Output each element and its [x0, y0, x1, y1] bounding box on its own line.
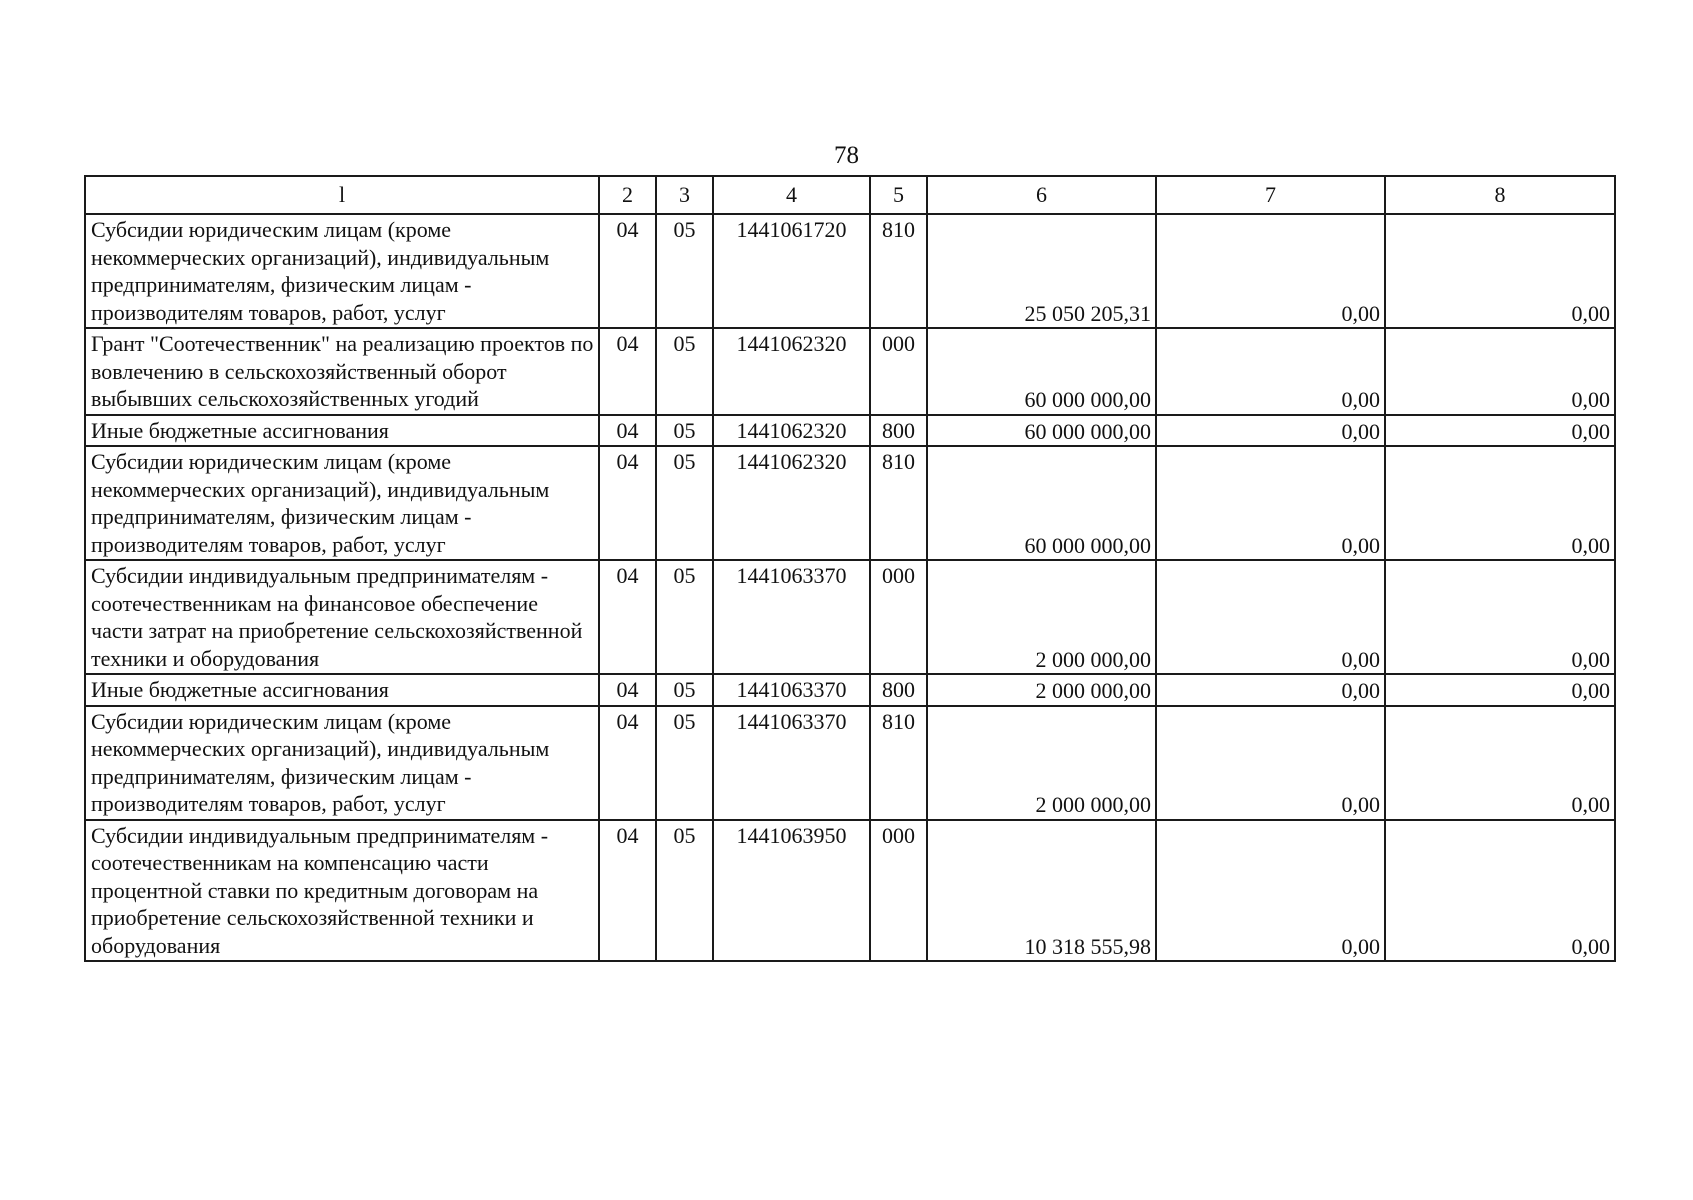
column-header: 7	[1156, 176, 1385, 214]
amount-col8: 0,00	[1385, 560, 1615, 674]
subsection-code: 05	[656, 446, 713, 560]
subsection-code: 05	[656, 415, 713, 447]
target-article-code: 1441063370	[713, 674, 870, 706]
column-header: 2	[599, 176, 656, 214]
expense-type-code: 800	[870, 415, 927, 447]
table-row	[85, 328, 1615, 415]
amount-col7: 0,00	[1156, 706, 1385, 820]
section-code: 04	[599, 415, 656, 447]
expense-type-code: 000	[870, 820, 927, 962]
section-code: 04	[599, 214, 656, 328]
expense-name: Субсидии юридическим лицам (кроме некоммерческих организаций), индивидуальным предпринимателям, физическим лицам - производителям товаров, работ, услуг	[85, 706, 599, 820]
target-article-code: 1441061720	[713, 214, 870, 328]
amount-col6: 10 318 555,98	[927, 820, 1156, 962]
subsection-code: 05	[656, 706, 713, 820]
table-row	[85, 446, 1615, 560]
section-code: 04	[599, 820, 656, 962]
section-code: 04	[599, 706, 656, 820]
table-row	[85, 214, 1615, 328]
expense-type-code: 810	[870, 446, 927, 560]
expense-type-code: 000	[870, 328, 927, 415]
amount-col7: 0,00	[1156, 214, 1385, 328]
table-row	[85, 415, 1615, 447]
amount-col8: 0,00	[1385, 415, 1615, 447]
section-code: 04	[599, 560, 656, 674]
amount-col6: 60 000 000,00	[927, 415, 1156, 447]
expense-type-code: 000	[870, 560, 927, 674]
column-header: 4	[713, 176, 870, 214]
expense-name: Иные бюджетные ассигнования	[85, 415, 599, 447]
amount-col7: 0,00	[1156, 328, 1385, 415]
amount-col6: 2 000 000,00	[927, 706, 1156, 820]
expense-name: Субсидии индивидуальным предпринимателям - соотечественникам на финансовое обеспечение части затрат на приобретение сельскохозяйственной техники и оборудования	[85, 560, 599, 674]
expense-name: Субсидии индивидуальным предпринимателям - соотечественникам на компенсацию части процентной ставки по кредитным договорам на приобретение сельскохозяйственной техники и оборудования	[85, 820, 599, 962]
budget-table	[84, 175, 1616, 962]
column-header: 8	[1385, 176, 1615, 214]
expense-type-code: 810	[870, 214, 927, 328]
expense-name: Грант "Соотечественник" на реализацию проектов по вовлечению в сельскохозяйственный оборот выбывших сельскохозяйственных угодий	[85, 328, 599, 415]
amount-col8: 0,00	[1385, 328, 1615, 415]
amount-col7: 0,00	[1156, 820, 1385, 962]
column-header: 5	[870, 176, 927, 214]
target-article-code: 1441063950	[713, 820, 870, 962]
amount-col6: 60 000 000,00	[927, 328, 1156, 415]
target-article-code: 1441062320	[713, 415, 870, 447]
section-code: 04	[599, 446, 656, 560]
target-article-code: 1441063370	[713, 560, 870, 674]
amount-col8: 0,00	[1385, 674, 1615, 706]
expense-name: Субсидии юридическим лицам (кроме некоммерческих организаций), индивидуальным предпринимателям, физическим лицам - производителям товаров, работ, услуг	[85, 214, 599, 328]
amount-col8: 0,00	[1385, 214, 1615, 328]
amount-col6: 25 050 205,31	[927, 214, 1156, 328]
subsection-code: 05	[656, 214, 713, 328]
section-code: 04	[599, 674, 656, 706]
expense-type-code: 800	[870, 674, 927, 706]
amount-col7: 0,00	[1156, 560, 1385, 674]
target-article-code: 1441062320	[713, 328, 870, 415]
amount-col8: 0,00	[1385, 446, 1615, 560]
expense-name: Иные бюджетные ассигнования	[85, 674, 599, 706]
page-number: 78	[834, 142, 859, 169]
subsection-code: 05	[656, 560, 713, 674]
amount-col8: 0,00	[1385, 820, 1615, 962]
amount-col6: 2 000 000,00	[927, 560, 1156, 674]
expense-type-code: 810	[870, 706, 927, 820]
column-header: 6	[927, 176, 1156, 214]
expense-name: Субсидии юридическим лицам (кроме некоммерческих организаций), индивидуальным предпринимателям, физическим лицам - производителям товаров, работ, услуг	[85, 446, 599, 560]
column-header: 3	[656, 176, 713, 214]
subsection-code: 05	[656, 674, 713, 706]
column-header: l	[85, 176, 599, 214]
subsection-code: 05	[656, 820, 713, 962]
table-header-row	[85, 176, 1615, 214]
target-article-code: 1441062320	[713, 446, 870, 560]
amount-col7: 0,00	[1156, 415, 1385, 447]
amount-col8: 0,00	[1385, 706, 1615, 820]
table-row	[85, 820, 1615, 962]
amount-col7: 0,00	[1156, 446, 1385, 560]
target-article-code: 1441063370	[713, 706, 870, 820]
amount-col6: 2 000 000,00	[927, 674, 1156, 706]
table-row	[85, 674, 1615, 706]
table-row	[85, 560, 1615, 674]
table-row	[85, 706, 1615, 820]
amount-col7: 0,00	[1156, 674, 1385, 706]
section-code: 04	[599, 328, 656, 415]
subsection-code: 05	[656, 328, 713, 415]
amount-col6: 60 000 000,00	[927, 446, 1156, 560]
